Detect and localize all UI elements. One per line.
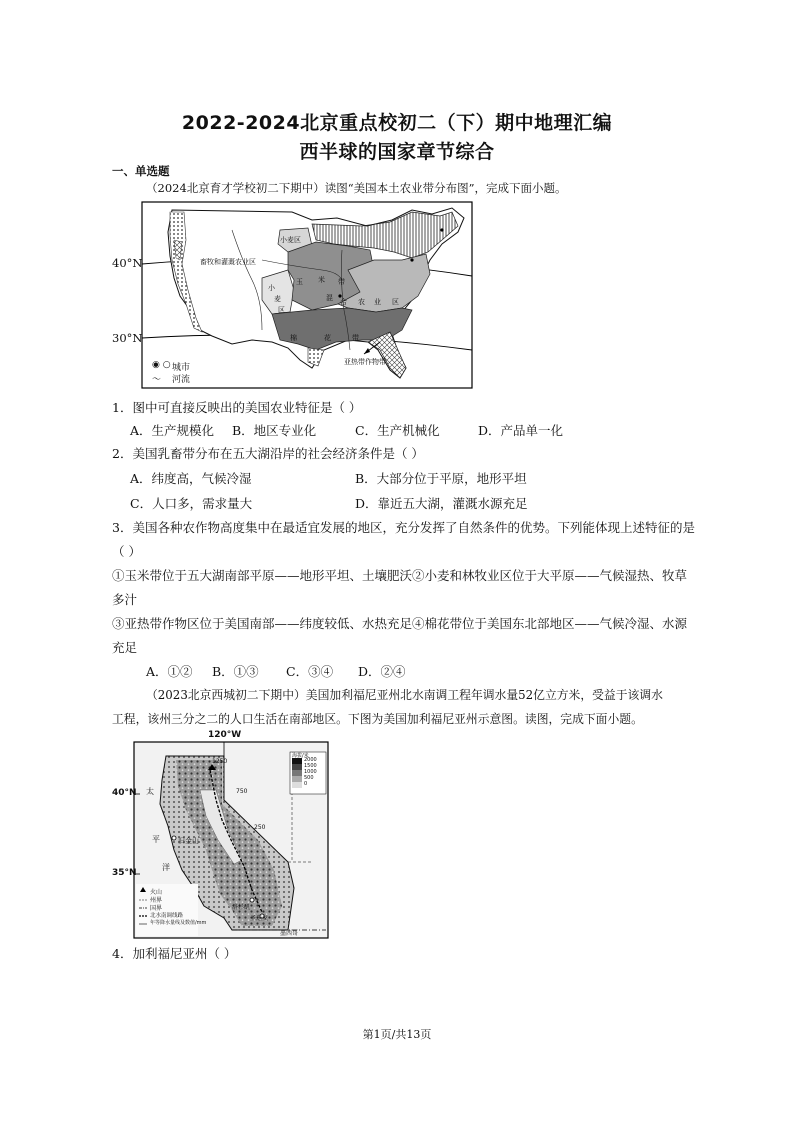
key-state: 州界	[150, 897, 163, 904]
legend-elev-title: 海拔/米	[292, 753, 309, 759]
key-isohyet: 年等降水量线及数值/mm	[150, 920, 207, 926]
q3-option-b[interactable]: B．①③	[212, 664, 259, 679]
svg-text:小麦区: 小麦区	[280, 236, 301, 244]
svg-text:玉: 玉	[296, 278, 303, 286]
legend-city: 城市	[172, 363, 191, 373]
q2-option-a[interactable]: A．纬度高，气候冷湿	[130, 471, 252, 486]
q1-option-d[interactable]: D．产品单一化	[478, 423, 564, 438]
q1-option-c[interactable]: C．生产机械化	[355, 423, 440, 438]
map2-lat-35: 35°N	[112, 868, 137, 878]
page-title: 2022-2024北京重点校初二（下）期中地理汇编	[181, 112, 613, 134]
q3-option-c[interactable]: C．③④	[286, 664, 334, 679]
svg-text:亚热带作物带: 亚热带作物带	[344, 358, 386, 366]
svg-text:区: 区	[392, 298, 399, 306]
lat-30-label: 30°N	[112, 331, 143, 345]
q4-stem: 4．加利福尼亚州（ ）	[112, 946, 237, 961]
intro-1: （2024北京育才学校初二下期中）读图“美国本土农业带分布图”，完成下面小题。	[146, 181, 567, 195]
key-route: 北水南调线路	[150, 913, 184, 919]
svg-text:区: 区	[278, 306, 285, 314]
svg-text:带: 带	[352, 334, 359, 342]
q1-option-a[interactable]: A．生产规模化	[130, 423, 215, 438]
section-heading: 一、单选题	[112, 164, 170, 178]
q2-option-d[interactable]: D．靠近五大湖，灌溉水源充足	[355, 496, 528, 511]
svg-text:小: 小	[268, 284, 275, 292]
key-border: 国界	[150, 905, 163, 912]
q3-option-d[interactable]: D．②④	[358, 664, 406, 679]
q3-stem-paren: （ ）	[112, 544, 141, 559]
q3-line-1: ①玉米带位于五大湖南部平原——地形平坦、土壤肥沃②小麦和林牧业区位于大平原——气候湿热、牧草	[112, 568, 688, 583]
iso-750: 750	[236, 788, 248, 795]
lon-120w: 120°W	[208, 730, 242, 740]
svg-text:米: 米	[318, 276, 325, 284]
map2-lat-40: 40°N	[112, 788, 137, 798]
city-la: 洛杉矶	[232, 904, 251, 911]
svg-text:带: 带	[338, 278, 345, 286]
svg-text:合: 合	[340, 298, 347, 306]
q3-line-4: 充足	[112, 640, 138, 655]
q2-option-b[interactable]: B．大部分位于平原，地形平坦	[355, 471, 527, 486]
us-agriculture-map	[112, 200, 474, 392]
intro-2-line-2: 工程，该州三分之二的人口生活在南部地区。下图为美国加利福尼亚州示意图。读图，完成下面小题。	[112, 712, 643, 726]
q2-option-c[interactable]: C．人口多，需求量大	[130, 496, 253, 511]
lat-40-label: 40°N	[112, 256, 143, 270]
label-ranch: 畜牧和灌溉农业区	[200, 258, 256, 266]
svg-text:棉: 棉	[290, 334, 297, 342]
city-sd: 圣迭戈	[250, 915, 269, 922]
legend-river: 河流	[172, 375, 191, 385]
q1-stem: 1．图中可直接反映出的美国农业特征是（ ）	[112, 400, 362, 415]
q2-stem: 2．美国乳畜带分布在五大湖沿岸的社会经济条件是（ ）	[112, 446, 424, 461]
mexico-label: 墨西哥	[280, 930, 299, 937]
page-number: 第1页/共13页	[362, 1028, 432, 1041]
svg-text:混: 混	[326, 294, 333, 302]
page-subtitle: 西半球的国家章节综合	[299, 141, 495, 163]
legend-river-icon: 〜	[152, 375, 162, 385]
ocean-char-2: 平	[152, 835, 160, 844]
q3-line-2: 多汁	[112, 592, 138, 607]
ocean-char-3: 洋	[162, 863, 170, 872]
svg-text:农: 农	[358, 298, 365, 306]
ocean-char-1: 太	[146, 787, 154, 796]
q3-line-3: ③亚热带作物区位于美国南部——纬度较低、水热充足④棉花带位于美国东北部地区——气候冷湿、水源	[112, 616, 688, 631]
iso-1250: 1250	[212, 758, 228, 765]
california-map: 120°W 40°N 35°N 海拔/米 2000 1500 1000 500 0 1250 750 250 旧金山 洛杉矶 圣迭戈 太 平 洋 墨西哥 火山 州界 国界 北水南调线路 年等降水量线及数值/mm	[112, 730, 332, 942]
key-volcano: 火山	[150, 889, 163, 896]
q3-option-a[interactable]: A．①②	[146, 664, 193, 679]
legend-city-icon: ◉ ○	[152, 360, 171, 370]
intro-2-line-1: （2023北京西城初二下期中）美国加利福尼亚州北水南调工程年调水量52亿立方米，受益于该调水	[146, 688, 663, 702]
iso-250: 250	[254, 824, 266, 831]
svg-text:业: 业	[374, 298, 381, 306]
city-sf: 旧金山	[178, 837, 199, 845]
q3-stem: 3．美国各种农作物高度集中在最适宜发展的地区，充分发挥了自然条件的优势。下列能体现上述特征的是	[112, 520, 695, 535]
q1-option-b[interactable]: B．地区专业化	[232, 423, 317, 438]
svg-text:麦: 麦	[274, 295, 281, 303]
svg-text:花: 花	[324, 334, 331, 342]
